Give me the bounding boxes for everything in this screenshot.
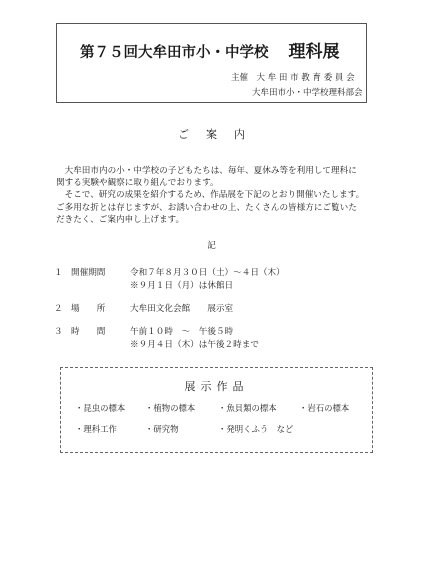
- body-line: 関する実験や観察に取り組んでおります。: [56, 178, 219, 189]
- detail-number: １: [54, 268, 63, 278]
- detail-value: 大牟田文化会館 展示室: [130, 304, 234, 314]
- body-line: ご多用な折とは存じますが、お誘い合わせの上、たくさんの皆様方にご覧いた: [56, 202, 357, 213]
- detail-number: ３: [54, 327, 63, 337]
- body-line: そこで、研究の成果を紹介するため、作品展を下記のとおり開催いたします。: [56, 190, 365, 201]
- detail-value: 午前１０時 ～ 午後５時: [130, 327, 234, 337]
- exhibits-box: [60, 367, 373, 453]
- detail-number: ２: [54, 304, 63, 314]
- exhibit-item: ・研究物: [145, 424, 179, 434]
- exhibit-item: ・岩石の標本: [299, 403, 350, 413]
- body-line: 大牟田市内の小・中学校の子どもたちは、毎年、夏休み等を利用して理科に: [56, 166, 357, 176]
- title-box: [56, 23, 367, 103]
- ki-marker: 記: [207, 241, 216, 251]
- exhibit-item: ・植物の標本: [145, 403, 196, 413]
- detail-label: 場 所: [71, 304, 106, 314]
- detail-label: 開催期間: [71, 268, 106, 278]
- exhibit-item: ・理科工作: [75, 424, 117, 434]
- exhibits-title: 展示作品: [184, 380, 249, 393]
- exhibit-item: ・発明くふう など: [218, 424, 294, 434]
- title-main: 第７５回大牟田市小・中学校: [80, 44, 269, 61]
- sponsor-line-1: 主催 大 牟 田 市 教 育 委 員 会: [231, 73, 355, 83]
- sponsor-line-2: 大牟田市小・中学校理科部会: [252, 88, 363, 98]
- page-title: [80, 37, 340, 62]
- detail-note: ※９月１日（月）は休館日: [130, 281, 234, 291]
- title-sub: 理科展: [288, 42, 340, 62]
- body-line: だきたく、ご案内申し上げます。: [56, 214, 185, 225]
- announcement-heading: ご案内: [178, 128, 262, 141]
- detail-value: 令和７年８月３０日（土）～４日（木）: [130, 268, 285, 278]
- body-paragraph: [56, 165, 374, 226]
- exhibit-item: ・昆虫の標本: [75, 403, 126, 413]
- detail-note: ※９月４日（木）は午後２時まで: [130, 340, 259, 350]
- detail-label: 時 間: [71, 327, 106, 337]
- exhibit-item: ・魚貝類の標本: [218, 403, 277, 413]
